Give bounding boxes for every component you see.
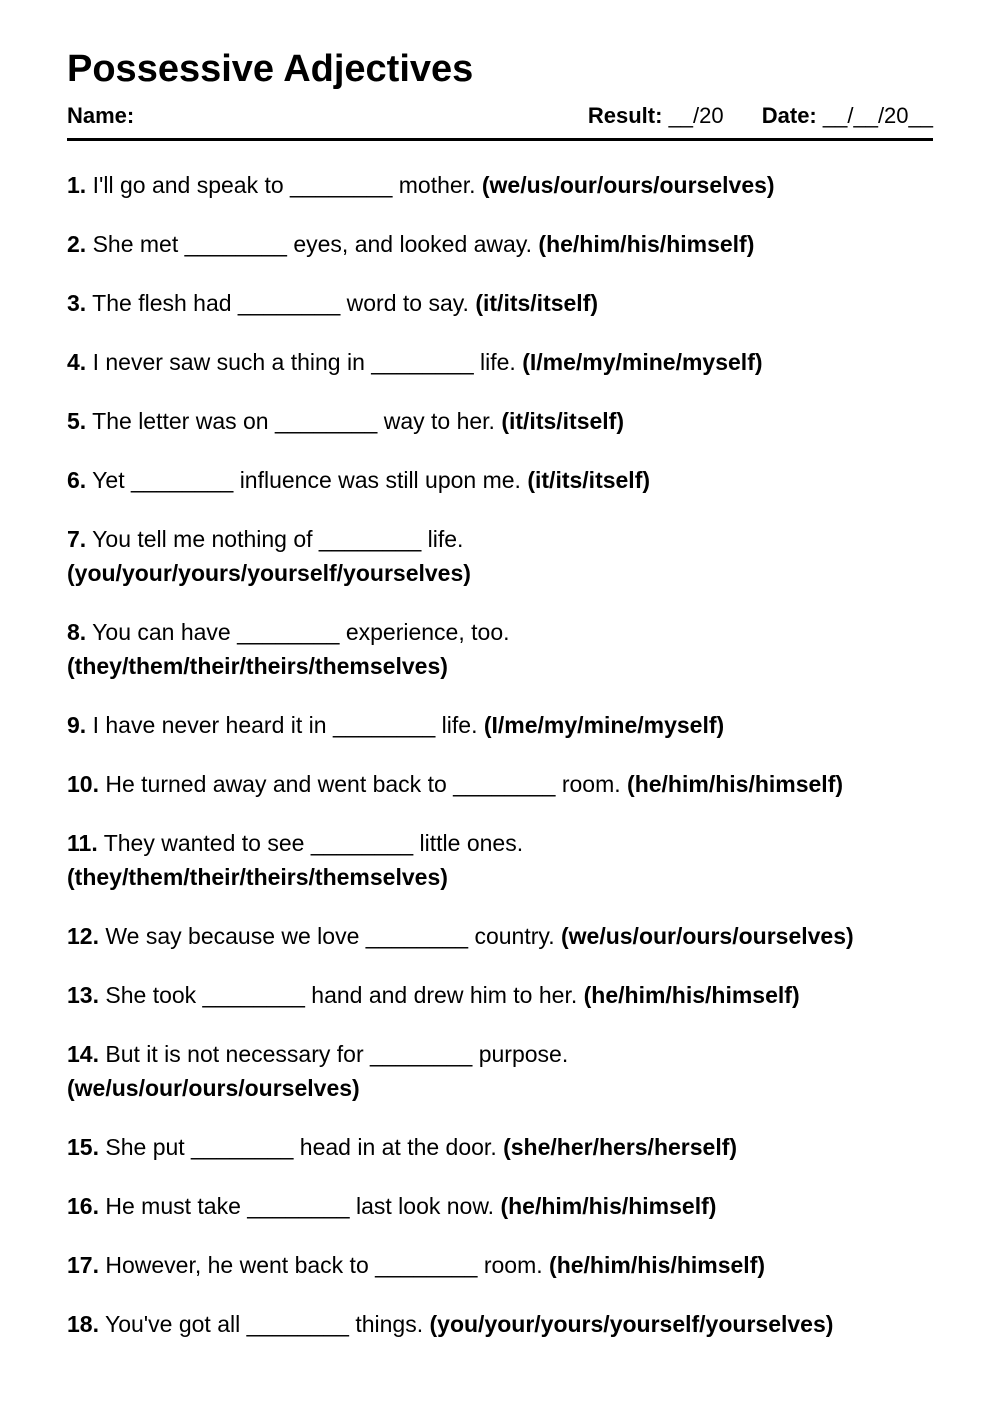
question-options: (he/him/his/himself) <box>538 231 755 257</box>
question-text: You tell me nothing of ________ life. <box>92 526 464 552</box>
question-text: I'll go and speak to ________ mother. <box>92 172 476 198</box>
question-number: 14. <box>67 1041 99 1067</box>
question-number: 3. <box>67 290 87 316</box>
question-options: (it/its/itself) <box>501 408 624 434</box>
question-item <box>67 978 933 1012</box>
page-title: Possessive Adjectives <box>67 48 474 90</box>
question-text: But it is not necessary for ________ purpose. <box>105 1041 569 1067</box>
question-number: 2. <box>67 231 87 257</box>
question-text: I never saw such a thing in ________ life. <box>92 349 516 375</box>
question-number: 11. <box>67 830 98 856</box>
name-label: Name: <box>67 103 135 128</box>
question-options: (you/your/yours/yourself/yourselves) <box>429 1311 834 1337</box>
question-item <box>67 168 933 202</box>
question-text: However, he went back to ________ room. <box>105 1252 543 1278</box>
question-options: (he/him/his/himself) <box>549 1252 766 1278</box>
question-options: (I/me/my/mine/myself) <box>522 349 763 375</box>
question-options: (they/them/their/theirs/themselves) <box>67 653 448 679</box>
question-options: (she/her/hers/herself) <box>503 1134 738 1160</box>
question-item <box>67 826 933 894</box>
question-item <box>67 1248 933 1282</box>
question-text: You've got all ________ things. <box>104 1311 424 1337</box>
result-field <box>588 103 730 128</box>
question-options: (we/us/our/ours/ourselves) <box>481 172 775 198</box>
result-label: Result: <box>587 103 663 128</box>
question-options: (he/him/his/himself) <box>500 1193 717 1219</box>
question-options: (it/its/itself) <box>475 290 599 316</box>
question-item <box>67 463 933 497</box>
question-item <box>67 345 933 379</box>
question-text: She took ________ hand and drew him to her. <box>105 982 578 1008</box>
question-text: She put ________ head in at the door. <box>105 1134 497 1160</box>
question-item <box>67 227 933 261</box>
question-item <box>67 1037 933 1105</box>
question-options: (I/me/my/mine/myself) <box>483 712 725 738</box>
question-item <box>67 919 933 953</box>
question-item <box>67 404 933 438</box>
question-text: The letter was on ________ way to her. <box>92 408 495 434</box>
date-field <box>762 103 933 128</box>
question-options: (he/him/his/himself) <box>627 771 844 797</box>
question-item <box>67 522 933 590</box>
question-number: 12. <box>67 923 99 949</box>
question-options: (we/us/our/ours/ourselves) <box>560 923 854 949</box>
question-text: He turned away and went back to ________ room. <box>105 771 621 797</box>
question-item <box>67 1189 933 1223</box>
question-text: He must take ________ last look now. <box>105 1193 495 1219</box>
question-item <box>67 286 933 320</box>
question-options: (he/him/his/himself) <box>583 982 800 1008</box>
question-item <box>67 708 933 742</box>
question-text: The flesh had ________ word to say. <box>92 290 469 316</box>
worksheet-header <box>67 102 933 130</box>
question-number: 1. <box>67 172 87 198</box>
question-text: She met ________ eyes, and looked away. <box>92 231 533 257</box>
question-number: 9. <box>67 712 87 738</box>
question-item <box>67 615 933 683</box>
question-text: Yet ________ influence was still upon me. <box>92 467 521 493</box>
result-value: __/20 <box>668 103 724 128</box>
question-text: We say because we love ________ country. <box>105 923 555 949</box>
question-number: 6. <box>67 467 87 493</box>
question-item <box>67 1130 933 1164</box>
question-number: 4. <box>67 349 87 375</box>
question-options: (it/its/itself) <box>527 467 651 493</box>
question-number: 5. <box>67 408 87 434</box>
question-list <box>67 168 933 1366</box>
question-text: I have never heard it in ________ life. <box>92 712 478 738</box>
question-number: 13. <box>67 982 99 1008</box>
question-number: 16. <box>67 1193 99 1219</box>
question-options: (we/us/our/ours/ourselves) <box>67 1075 360 1101</box>
date-label: Date: <box>761 103 817 128</box>
question-options: (they/them/their/theirs/themselves) <box>67 864 448 890</box>
question-number: 15. <box>67 1134 99 1160</box>
question-number: 7. <box>67 526 87 552</box>
question-number: 17. <box>67 1252 99 1278</box>
question-number: 10. <box>67 771 99 797</box>
header-divider <box>67 138 933 141</box>
question-options: (you/your/yours/yourself/yourselves) <box>67 560 471 586</box>
result-date-group <box>588 102 933 130</box>
date-value: __/__/20__ <box>822 103 933 128</box>
question-item <box>67 767 933 801</box>
question-text: You can have ________ experience, too. <box>92 619 510 645</box>
question-text: They wanted to see ________ little ones. <box>103 830 524 856</box>
question-number: 18. <box>67 1311 99 1337</box>
question-item <box>67 1307 933 1341</box>
question-number: 8. <box>67 619 87 645</box>
